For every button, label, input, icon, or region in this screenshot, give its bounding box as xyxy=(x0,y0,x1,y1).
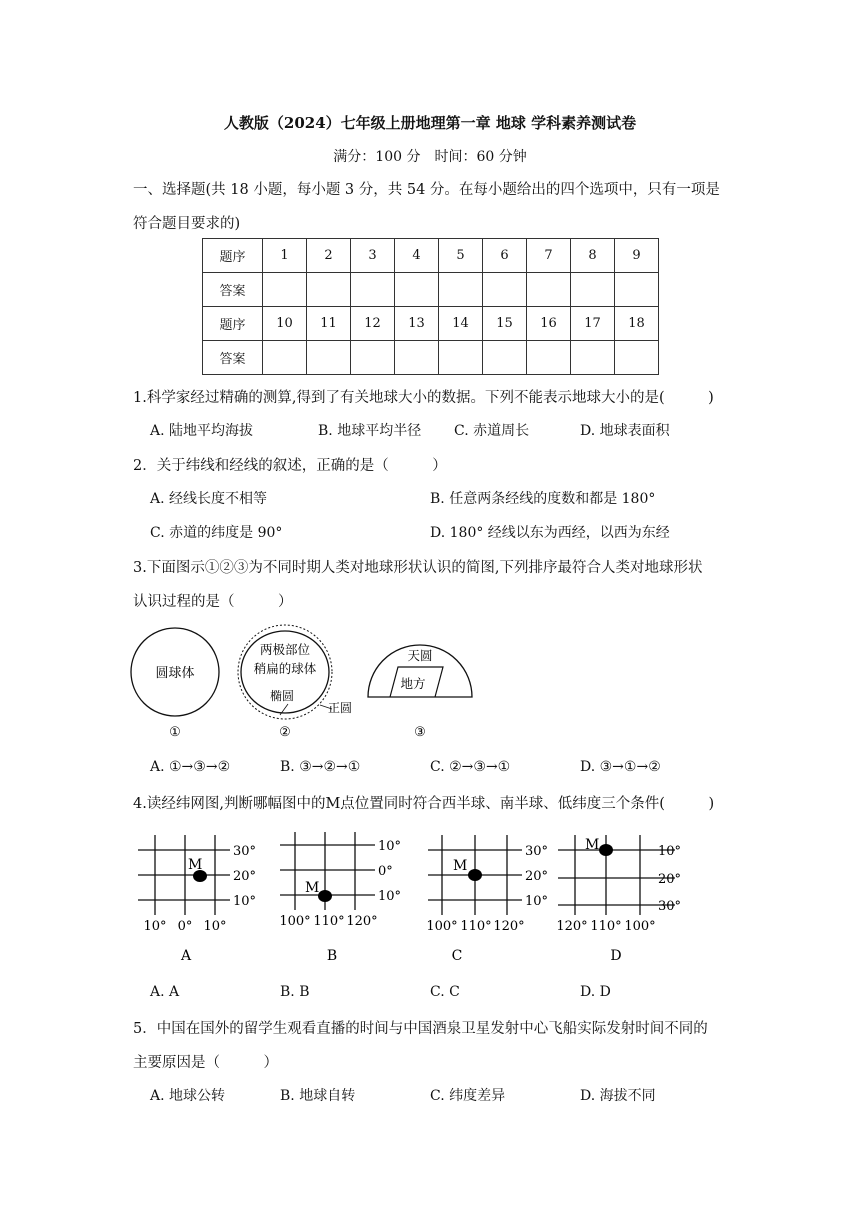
question-number: 15 xyxy=(483,307,527,341)
point-m xyxy=(599,844,613,856)
q1-option-c[interactable]: C. 赤道周长 xyxy=(454,423,530,439)
question-number: 17 xyxy=(571,307,615,341)
lon-label: 110° xyxy=(313,914,345,929)
q3-option-c[interactable]: C. ②→③→① xyxy=(430,759,511,775)
answer-cell[interactable] xyxy=(615,341,659,375)
grid-map-d xyxy=(556,835,681,964)
answer-table xyxy=(202,238,659,375)
point-m xyxy=(468,869,482,881)
fig1-label: 圆球体 xyxy=(155,666,195,681)
q4-option-b[interactable]: B. B xyxy=(280,984,310,1000)
fig-number-3: ③ xyxy=(414,725,426,740)
fig-number-2: ② xyxy=(279,725,291,740)
answer-cell[interactable] xyxy=(527,273,571,307)
q4-option-d[interactable]: D. D xyxy=(580,984,611,1000)
row-label: 题序 xyxy=(203,307,263,341)
score-time: 满分：100 分 时间：60 分钟 xyxy=(333,149,527,165)
answer-cell[interactable] xyxy=(571,341,615,375)
question-number: 1 xyxy=(263,239,307,273)
table-row xyxy=(203,307,659,341)
question-number: 12 xyxy=(351,307,395,341)
point-m xyxy=(318,890,332,902)
q4-option-a[interactable]: A. A xyxy=(150,984,180,1000)
answer-cell[interactable] xyxy=(439,341,483,375)
point-m-label: M xyxy=(453,858,468,874)
answer-cell[interactable] xyxy=(571,273,615,307)
fig2-label-1: 两极部位 xyxy=(259,642,311,657)
lat-label: 10° xyxy=(378,889,402,904)
q5-option-d[interactable]: D. 海拔不同 xyxy=(580,1088,656,1104)
lat-label: 10° xyxy=(658,844,682,859)
point-m-label: M xyxy=(585,837,600,853)
q4-option-c[interactable]: C. C xyxy=(430,984,460,1000)
answer-cell[interactable] xyxy=(483,341,527,375)
fig2-label-2: 稍扁的球体 xyxy=(253,661,317,676)
point-m-label: M xyxy=(305,880,320,896)
answer-cell[interactable] xyxy=(395,341,439,375)
lat-label: 20° xyxy=(233,869,257,884)
lon-label: 10° xyxy=(203,919,227,934)
grid-map-a xyxy=(138,835,256,964)
grid-map-b xyxy=(279,832,401,964)
lat-label: 30° xyxy=(233,844,257,859)
row-label: 题序 xyxy=(203,239,263,273)
fig2-ellipse-label: 椭圆 xyxy=(269,689,295,703)
question-number: 4 xyxy=(395,239,439,273)
lon-label: 100° xyxy=(426,919,458,934)
question-number: 7 xyxy=(527,239,571,273)
lon-label: 120° xyxy=(493,919,525,934)
answer-cell[interactable] xyxy=(263,341,307,375)
answer-cell[interactable] xyxy=(263,273,307,307)
question-number: 10 xyxy=(263,307,307,341)
q2-stem: 2．关于纬线和经线的叙述，正确的是（ ） xyxy=(133,458,447,474)
lon-label: 110° xyxy=(590,919,622,934)
row-label: 答案 xyxy=(203,341,263,375)
lon-label: 100° xyxy=(279,914,311,929)
grid-map-c xyxy=(426,835,548,964)
question-number: 6 xyxy=(483,239,527,273)
q5-option-a[interactable]: A. 地球公转 xyxy=(150,1088,226,1104)
lat-label: 10° xyxy=(378,839,402,854)
fig3-sky-label: 天圆 xyxy=(407,648,433,663)
map-label: A xyxy=(180,948,192,964)
lat-label: 0° xyxy=(378,864,393,879)
q1-option-b[interactable]: B. 地球平均半径 xyxy=(318,423,422,439)
map-label: C xyxy=(451,948,463,964)
question-number: 9 xyxy=(615,239,659,273)
lat-label: 10° xyxy=(525,894,549,909)
lon-label: 100° xyxy=(624,919,656,934)
q3-option-d[interactable]: D. ③→①→② xyxy=(580,759,661,775)
q1-option-a[interactable]: A. 陆地平均海拔 xyxy=(150,423,254,439)
point-m-label: M xyxy=(188,857,203,873)
earth-shape-figures xyxy=(120,620,500,742)
lon-label: 120° xyxy=(556,919,588,934)
q5-stem-line2: 主要原因是（ ） xyxy=(133,1055,278,1071)
fig-number-1: ① xyxy=(169,725,181,740)
page-title: 人教版（2024）七年级上册地理第一章 地球 学科素养测试卷 xyxy=(223,114,637,132)
lat-label: 20° xyxy=(658,872,682,887)
answer-cell[interactable] xyxy=(483,273,527,307)
map-label: D xyxy=(610,948,622,964)
section-heading-line1: 一、选择题(共 18 小题，每小题 3 分，共 54 分。在每小题给出的四个选项中，只有一项是 xyxy=(133,182,720,198)
table-row xyxy=(203,273,659,307)
question-number: 13 xyxy=(395,307,439,341)
row-label: 答案 xyxy=(203,273,263,307)
fig2-circle-label: 正圆 xyxy=(328,701,353,715)
lon-label: 10° xyxy=(143,919,167,934)
q2-option-b[interactable]: B. 任意两条经线的度数和都是 180° xyxy=(430,491,656,507)
q2-option-c[interactable]: C. 赤道的纬度是 90° xyxy=(150,525,283,541)
question-number: 3 xyxy=(351,239,395,273)
lon-label: 0° xyxy=(177,919,193,934)
q3-stem-line1: 3.下面图示①②③为不同时期人类对地球形状认识的简图,下列排序最符合人类对地球形状 xyxy=(133,560,703,576)
lat-lon-grids xyxy=(130,830,710,970)
question-number: 5 xyxy=(439,239,483,273)
q5-stem-line1: 5．中国在国外的留学生观看直播的时间与中国酒泉卫星发射中心飞船实际发射时间不同的 xyxy=(133,1021,708,1037)
map-label: B xyxy=(326,948,338,964)
question-number: 14 xyxy=(439,307,483,341)
answer-cell[interactable] xyxy=(307,341,351,375)
lat-label: 30° xyxy=(525,844,549,859)
q3-stem-line2: 认识过程的是（ ） xyxy=(133,594,293,610)
answer-cell[interactable] xyxy=(615,273,659,307)
lat-label: 20° xyxy=(525,869,549,884)
answer-cell[interactable] xyxy=(395,273,439,307)
answer-cell[interactable] xyxy=(439,273,483,307)
table-row xyxy=(203,341,659,375)
table-row xyxy=(203,239,659,273)
answer-cell[interactable] xyxy=(307,273,351,307)
q1-stem: 1.科学家经过精确的测算,得到了有关地球大小的数据。下列不能表示地球大小的是( ) xyxy=(133,390,714,406)
question-number: 18 xyxy=(615,307,659,341)
q3-option-b[interactable]: B. ③→②→① xyxy=(280,759,361,775)
lon-label: 120° xyxy=(346,914,378,929)
question-number: 16 xyxy=(527,307,571,341)
q4-stem: 4.读经纬网图,判断哪幅图中的M点位置同时符合西半球、南半球、低纬度三个条件( ) xyxy=(133,796,715,812)
q5-option-c[interactable]: C. 纬度差异 xyxy=(430,1088,506,1104)
section-heading-line2: 符合题目要求的) xyxy=(133,216,241,232)
answer-cell[interactable] xyxy=(527,341,571,375)
answer-cell[interactable] xyxy=(351,341,395,375)
q2-option-a[interactable]: A. 经线长度不相等 xyxy=(150,491,268,507)
q2-option-d[interactable]: D. 180° 经线以东为西经，以西为东经 xyxy=(430,525,670,541)
lon-label: 110° xyxy=(460,919,492,934)
question-number: 8 xyxy=(571,239,615,273)
question-number: 11 xyxy=(307,307,351,341)
q1-option-d[interactable]: D. 地球表面积 xyxy=(580,423,670,439)
answer-cell[interactable] xyxy=(351,273,395,307)
q5-option-b[interactable]: B. 地球自转 xyxy=(280,1088,356,1104)
lat-label: 30° xyxy=(658,899,682,914)
fig3-ground-label: 地方 xyxy=(400,676,426,691)
q3-option-a[interactable]: A. ①→③→② xyxy=(150,759,231,775)
question-number: 2 xyxy=(307,239,351,273)
lat-label: 10° xyxy=(233,894,257,909)
